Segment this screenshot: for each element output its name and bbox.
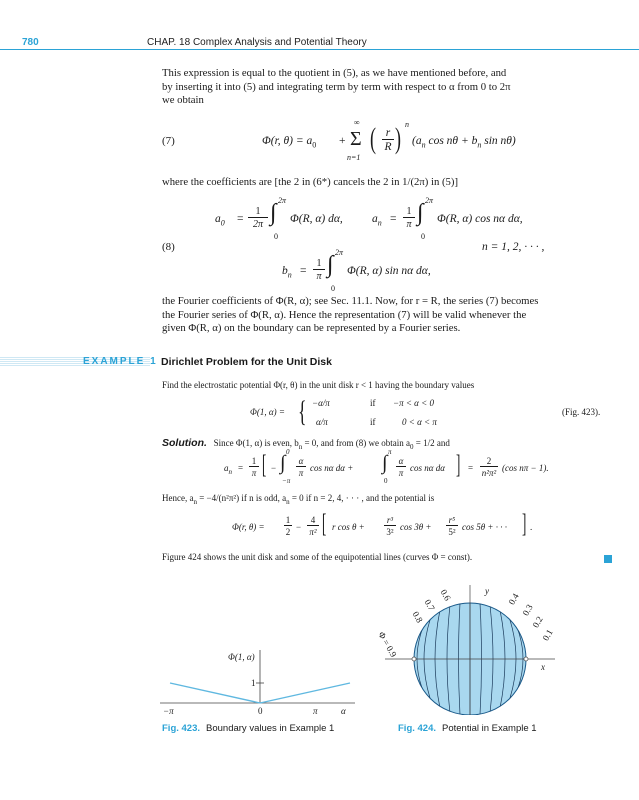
fig423-caption	[162, 723, 334, 734]
eq7-rhs: (a	[412, 135, 422, 147]
bc-case2-cond: 0 < α < π	[402, 417, 437, 427]
fig424-level-0-8: 0.8	[410, 609, 425, 625]
fig423-tick-neg-pi: −π	[163, 706, 174, 716]
boundary-point-right	[524, 657, 528, 661]
eq7-label: (7)	[162, 135, 175, 147]
an-eq-left: a	[224, 463, 229, 473]
bracket-left: [	[262, 450, 267, 479]
eq8-int-bottom-2: 0	[421, 232, 425, 241]
an-integrand-1: cos nα dα +	[310, 463, 354, 473]
fig423-right-line	[260, 683, 350, 703]
integral-sign: ∫	[280, 452, 286, 474]
solution-text: Since Φ(1, α) is even, b	[213, 438, 299, 448]
solution-text3: =	[413, 438, 424, 448]
eq7-plus: +	[339, 135, 346, 147]
hence-line: Hence, $a_n = -4/(n^2\pi^2)$ if n is odd, $a_n = 0$ if n = 2, 4, · · · , and the potential is	[162, 493, 435, 506]
int-top-pi: π	[388, 448, 392, 456]
eq7-rhs-rest: cos nθ + b	[425, 135, 478, 147]
fig424-level-0-6: 0.6	[438, 587, 453, 603]
eq8-bn-sub: n	[287, 270, 292, 280]
integral-sign: ∫	[382, 452, 388, 474]
solution-text2: = 0, and from (8) we obtain a	[302, 438, 410, 448]
fig423-tick-zero: 0	[258, 706, 263, 716]
fig424-y-label: y	[485, 586, 489, 596]
solution-line: Solution. Since Φ(1, α) is even, $b_n = 0$, and from (8) we obtain $a_0 = 1/2$ and	[162, 437, 450, 451]
eq7-sum-bottom: n=1	[347, 153, 361, 162]
fig423-tick-1: 1	[251, 678, 256, 688]
an-equation: $a_n$ = 1 π [ − ∫ 0 −π α π cos nα dα + ∫ π 0 α π cos nα dα ] = 2 n²π² (cos nπ − 1).	[224, 448, 549, 485]
hence-text2: = −4/(n²π²) if n is odd, a	[196, 493, 287, 503]
frac-den: π	[251, 468, 257, 478]
intro-line-2: by inserting it into (5) and integrating term by term with respect to α from 0 to 2π	[162, 80, 511, 93]
pot-term-2: cos 3θ +	[400, 522, 432, 532]
eq8-bn: b	[282, 265, 288, 277]
fig424-caption	[398, 723, 537, 734]
minus-sign: −	[271, 463, 277, 473]
eq8-a0-sub: 0	[220, 218, 225, 228]
int-bottom-neg-pi: −π	[282, 477, 291, 485]
frac-num: α	[396, 456, 406, 467]
fig424-level-0-4: 0.4	[506, 591, 521, 607]
frac-den: π	[298, 468, 304, 478]
an-result: (cos nπ − 1).	[502, 463, 549, 473]
solution-half: 1/2	[423, 438, 435, 448]
intro-paragraph	[162, 67, 562, 108]
end-of-example-marker	[604, 555, 612, 563]
fig-ref: (Fig. 423).	[562, 407, 601, 417]
fig424-phi-label: Φ = 0.9	[376, 630, 399, 659]
fig424-caption-text: Potential in Example 1	[442, 723, 537, 734]
eq8-equals-1: =	[237, 213, 244, 225]
fig424-level-0-2: 0.2	[530, 614, 545, 630]
bc-lhs: Φ(1, α) =	[250, 407, 285, 417]
eq8-bn-pi: π	[316, 271, 322, 282]
eq8-int-bottom-3: 0	[331, 284, 335, 293]
eq7-lhs: Φ(r, θ) = a	[262, 135, 313, 147]
sigma-symbol: Σ	[350, 128, 362, 150]
minus-sign: −	[296, 522, 302, 532]
hence-text3: = 0 if n = 2, 4, · · · , and the potential is	[289, 493, 435, 503]
fig423-left-line	[170, 683, 260, 703]
frac-den: n²π²	[481, 468, 497, 478]
pot-term-3: cos 5θ + · · ·	[462, 522, 507, 532]
eq8-label: (8)	[162, 241, 175, 253]
potential-equation	[232, 510, 612, 544]
eq8-an-pi: π	[406, 219, 412, 230]
example-statement: Find the electrostatic potential Φ(r, θ) in the unit disk r < 1 having the boundary values	[162, 380, 475, 390]
header-rule	[0, 49, 639, 50]
int-top-0: 0	[286, 448, 290, 456]
frac-den: π	[398, 468, 404, 478]
eq7-rhs-end: sin nθ)	[481, 135, 516, 147]
eq7-frac-den: R	[384, 141, 392, 153]
bracket-right: ]	[456, 450, 461, 479]
pot-term-1: r cos θ +	[332, 522, 365, 532]
boundary-point-left	[412, 657, 416, 661]
right-paren: )	[395, 122, 401, 155]
brace-symbol: {	[298, 395, 307, 428]
eq8-integrand-a0: Φ(R, α) dα,	[290, 213, 343, 225]
bc-case1-cond: −π < α < 0	[393, 398, 434, 408]
eq8-int-bottom-1: 0	[274, 232, 278, 241]
solution-label: Solution.	[162, 437, 207, 449]
fig423-caption-text: Boundary values in Example 1	[206, 723, 335, 734]
chapter-header: CHAP. 18 Complex Analysis and Potential Theory	[147, 37, 367, 48]
fig423-tick-pi: π	[313, 706, 318, 716]
figure-description: Figure 424 shows the unit disk and some of the equipotential lines (curves Φ = const).	[162, 552, 473, 562]
after-line-2: the Fourier series of Φ(R, α). Hence the representation (7) will be valid whenever the	[162, 308, 527, 321]
eq8-int-top-1: 2π	[278, 196, 287, 205]
frac-num: 2	[480, 456, 498, 467]
eq8-a0: a	[215, 213, 221, 225]
frac-num: 1	[285, 515, 291, 525]
eq7-power: n	[405, 120, 409, 129]
fig424-caption-num: Fig. 424.	[398, 723, 437, 734]
fig423-xlabel: α	[341, 706, 346, 716]
eq8-integrand-an: Φ(R, α) cos nα dα,	[437, 213, 523, 225]
frac-num: 4	[307, 515, 319, 526]
fig423-caption-num: Fig. 423.	[162, 723, 201, 734]
intro-line-1: This expression is equal to the quotient in (5), as we have mentioned before, and	[162, 67, 507, 79]
eq8-int-top-3: 2π	[335, 248, 344, 257]
eq8-a0-one: 1	[248, 206, 268, 218]
eq8-an-one: 1	[403, 206, 415, 218]
fig424-level-0-7: 0.7	[422, 597, 437, 613]
frac-den: 5²	[448, 527, 456, 537]
pot-lhs: Φ(r, θ) =	[232, 522, 265, 532]
frac-num: r³	[384, 515, 396, 526]
frac-num: α	[296, 456, 306, 467]
fig424-level-0-1: 0.1	[540, 627, 555, 643]
int-bottom-0: 0	[384, 477, 388, 485]
frac-den: 2	[285, 527, 291, 537]
bracket-right: ]	[522, 509, 527, 538]
fig424-disk	[380, 575, 560, 715]
fig424-x-label: x	[541, 662, 545, 672]
frac-num: r⁵	[446, 515, 458, 526]
example-title: Dirichlet Problem for the Unit Disk	[161, 356, 332, 368]
fig424-level-0-3: 0.3	[520, 602, 535, 618]
intro-line-3: we obtain	[162, 94, 204, 107]
integral-sign: ∫	[417, 200, 424, 226]
bc-case2-value: α/π	[316, 417, 328, 427]
integral-sign: ∫	[270, 200, 277, 226]
eq8-equals-2: =	[390, 213, 397, 225]
frac-num: 1	[249, 456, 259, 467]
eq7-lhs-sub: 0	[312, 140, 317, 150]
eq8-an-sub: n	[377, 218, 382, 228]
eq8-n-range: n = 1, 2, · · · ,	[482, 241, 545, 253]
eq8-integrand-bn: Φ(R, α) sin nα dα,	[347, 265, 431, 277]
eq8-an: a	[372, 213, 378, 225]
period: .	[530, 522, 533, 532]
eq7-sum-top: ∞	[354, 118, 360, 127]
fig423-ylabel: Φ(1, α)	[228, 652, 255, 662]
bracket-left: [	[322, 509, 327, 538]
eq8-equals-3: =	[300, 265, 307, 277]
page-number: 780	[22, 37, 39, 48]
example-label: EXAMPLE 1	[83, 356, 158, 367]
after-paragraph	[162, 295, 562, 336]
hence-text: Hence, a	[162, 493, 194, 503]
after-line-1: the Fourier coefficients of Φ(R, α); see Sec. 11.1. Now, for r = R, the series (7) becomes	[162, 295, 539, 307]
eq8-bn-one: 1	[313, 258, 325, 270]
left-paren: (	[370, 122, 376, 155]
bc-case2-if: if	[370, 417, 376, 427]
frac-den: π²	[309, 527, 317, 537]
bc-case1-value: −α/π	[312, 398, 330, 408]
after-line-3: given Φ(R, α) on the boundary can be represented by a Fourier series.	[162, 322, 461, 335]
coefficients-text: where the coefficients are [the 2 in (6*) cancels the 2 in 1/(2π) in (5)]	[162, 176, 459, 188]
eq8-int-top-2: 2π	[425, 196, 434, 205]
an-eq-mid: =	[238, 463, 244, 473]
equals-sign: =	[468, 463, 474, 473]
eq7-frac-num: r	[382, 127, 394, 140]
boundary-condition	[250, 395, 610, 435]
bc-case1-if: if	[370, 398, 376, 408]
eq8-a0-twopi: 2π	[252, 219, 263, 230]
solution-and: and	[434, 438, 450, 448]
integral-sign: ∫	[327, 252, 334, 278]
an-integrand-2: cos nα dα	[410, 463, 445, 473]
frac-den: 3²	[386, 527, 394, 537]
